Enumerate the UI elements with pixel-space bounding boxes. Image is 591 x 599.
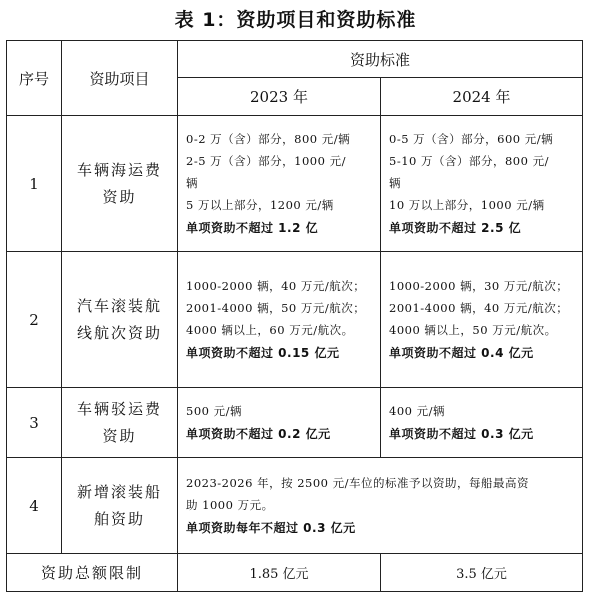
cap-note: 单项资助不超过 0.4 亿元 bbox=[389, 346, 534, 360]
standard-line: 4000 辆以上，60 万元/航次。 bbox=[186, 323, 354, 337]
cap-note: 单项资助每年不超过 0.3 亿元 bbox=[186, 521, 356, 535]
grant-standard-table bbox=[6, 40, 583, 592]
cap-note: 单项资助不超过 0.2 亿元 bbox=[186, 427, 331, 441]
standard-line: 辆 bbox=[186, 176, 198, 190]
header-year-2024: 2024 年 bbox=[381, 78, 583, 116]
header-standard: 资助标准 bbox=[178, 41, 583, 78]
row-number: 3 bbox=[7, 388, 62, 458]
item-name-line: 汽车滚装航 bbox=[76, 296, 162, 315]
item-name-line: 资助 bbox=[102, 187, 137, 206]
standard-line: 辆 bbox=[389, 176, 401, 190]
header-item: 资助项目 bbox=[62, 41, 178, 116]
total-2024: 3.5 亿元 bbox=[381, 554, 583, 592]
standard-line: 1000-2000 辆，40 万元/航次； bbox=[186, 279, 366, 293]
standard-line: 2-5 万（含）部分，1000 元/ bbox=[186, 154, 346, 168]
standard-line: 2001-4000 辆，40 万元/航次； bbox=[389, 301, 569, 315]
table-row bbox=[7, 116, 583, 252]
cap-note: 单项资助不超过 1.2 亿 bbox=[186, 221, 319, 235]
standard-2024 bbox=[381, 388, 583, 458]
standard-line: 0-5 万（含）部分，600 元/辆 bbox=[389, 132, 554, 146]
row-number: 1 bbox=[7, 116, 62, 252]
standard-line: 助 1000 万元。 bbox=[186, 498, 274, 512]
cap-note: 单项资助不超过 0.3 亿元 bbox=[389, 427, 534, 441]
standard-line: 10 万以上部分，1000 元/辆 bbox=[389, 198, 545, 212]
standard-2024 bbox=[381, 252, 583, 388]
table-row bbox=[7, 458, 583, 554]
standard-line: 2023-2026 年，按 2500 元/车位的标准予以资助，每船最高资 bbox=[186, 476, 530, 490]
total-row bbox=[7, 554, 583, 592]
standard-line: 500 元/辆 bbox=[186, 404, 242, 418]
item-name-line: 线航次资助 bbox=[76, 323, 162, 342]
table-row bbox=[7, 388, 583, 458]
item-name-line: 车辆驳运费 bbox=[76, 399, 162, 418]
table-title: 表 1：资助项目和资助标准 bbox=[174, 9, 417, 31]
standard-2024 bbox=[381, 116, 583, 252]
item-name bbox=[62, 116, 178, 252]
standard-line: 5-10 万（含）部分，800 元/ bbox=[389, 154, 549, 168]
item-name-line: 车辆海运费 bbox=[76, 160, 162, 179]
standard-2023 bbox=[178, 116, 381, 252]
standard-line: 400 元/辆 bbox=[389, 404, 445, 418]
item-name bbox=[62, 388, 178, 458]
header-no: 序号 bbox=[7, 41, 62, 116]
item-name-line: 资助 bbox=[102, 426, 137, 445]
standard-line: 5 万以上部分，1200 元/辆 bbox=[186, 198, 334, 212]
standard-merged bbox=[178, 458, 583, 554]
header-year-2023: 2023 年 bbox=[178, 78, 381, 116]
cap-note: 单项资助不超过 2.5 亿 bbox=[389, 221, 522, 235]
standard-line: 4000 辆以上，50 万元/航次。 bbox=[389, 323, 557, 337]
row-number: 2 bbox=[7, 252, 62, 388]
item-name-line: 舶资助 bbox=[93, 509, 145, 528]
standard-line: 0-2 万（含）部分，800 元/辆 bbox=[186, 132, 351, 146]
standard-line: 1000-2000 辆，30 万元/航次； bbox=[389, 279, 569, 293]
row-number: 4 bbox=[7, 458, 62, 554]
header-row-top bbox=[7, 41, 583, 78]
standard-line: 2001-4000 辆，50 万元/航次； bbox=[186, 301, 366, 315]
cap-note: 单项资助不超过 0.15 亿元 bbox=[186, 346, 340, 360]
item-name bbox=[62, 458, 178, 554]
item-name bbox=[62, 252, 178, 388]
total-2023: 1.85 亿元 bbox=[178, 554, 381, 592]
standard-2023 bbox=[178, 252, 381, 388]
standard-2023 bbox=[178, 388, 381, 458]
total-label: 资助总额限制 bbox=[7, 554, 178, 592]
table-row bbox=[7, 252, 583, 388]
item-name-line: 新增滚装船 bbox=[76, 482, 162, 501]
